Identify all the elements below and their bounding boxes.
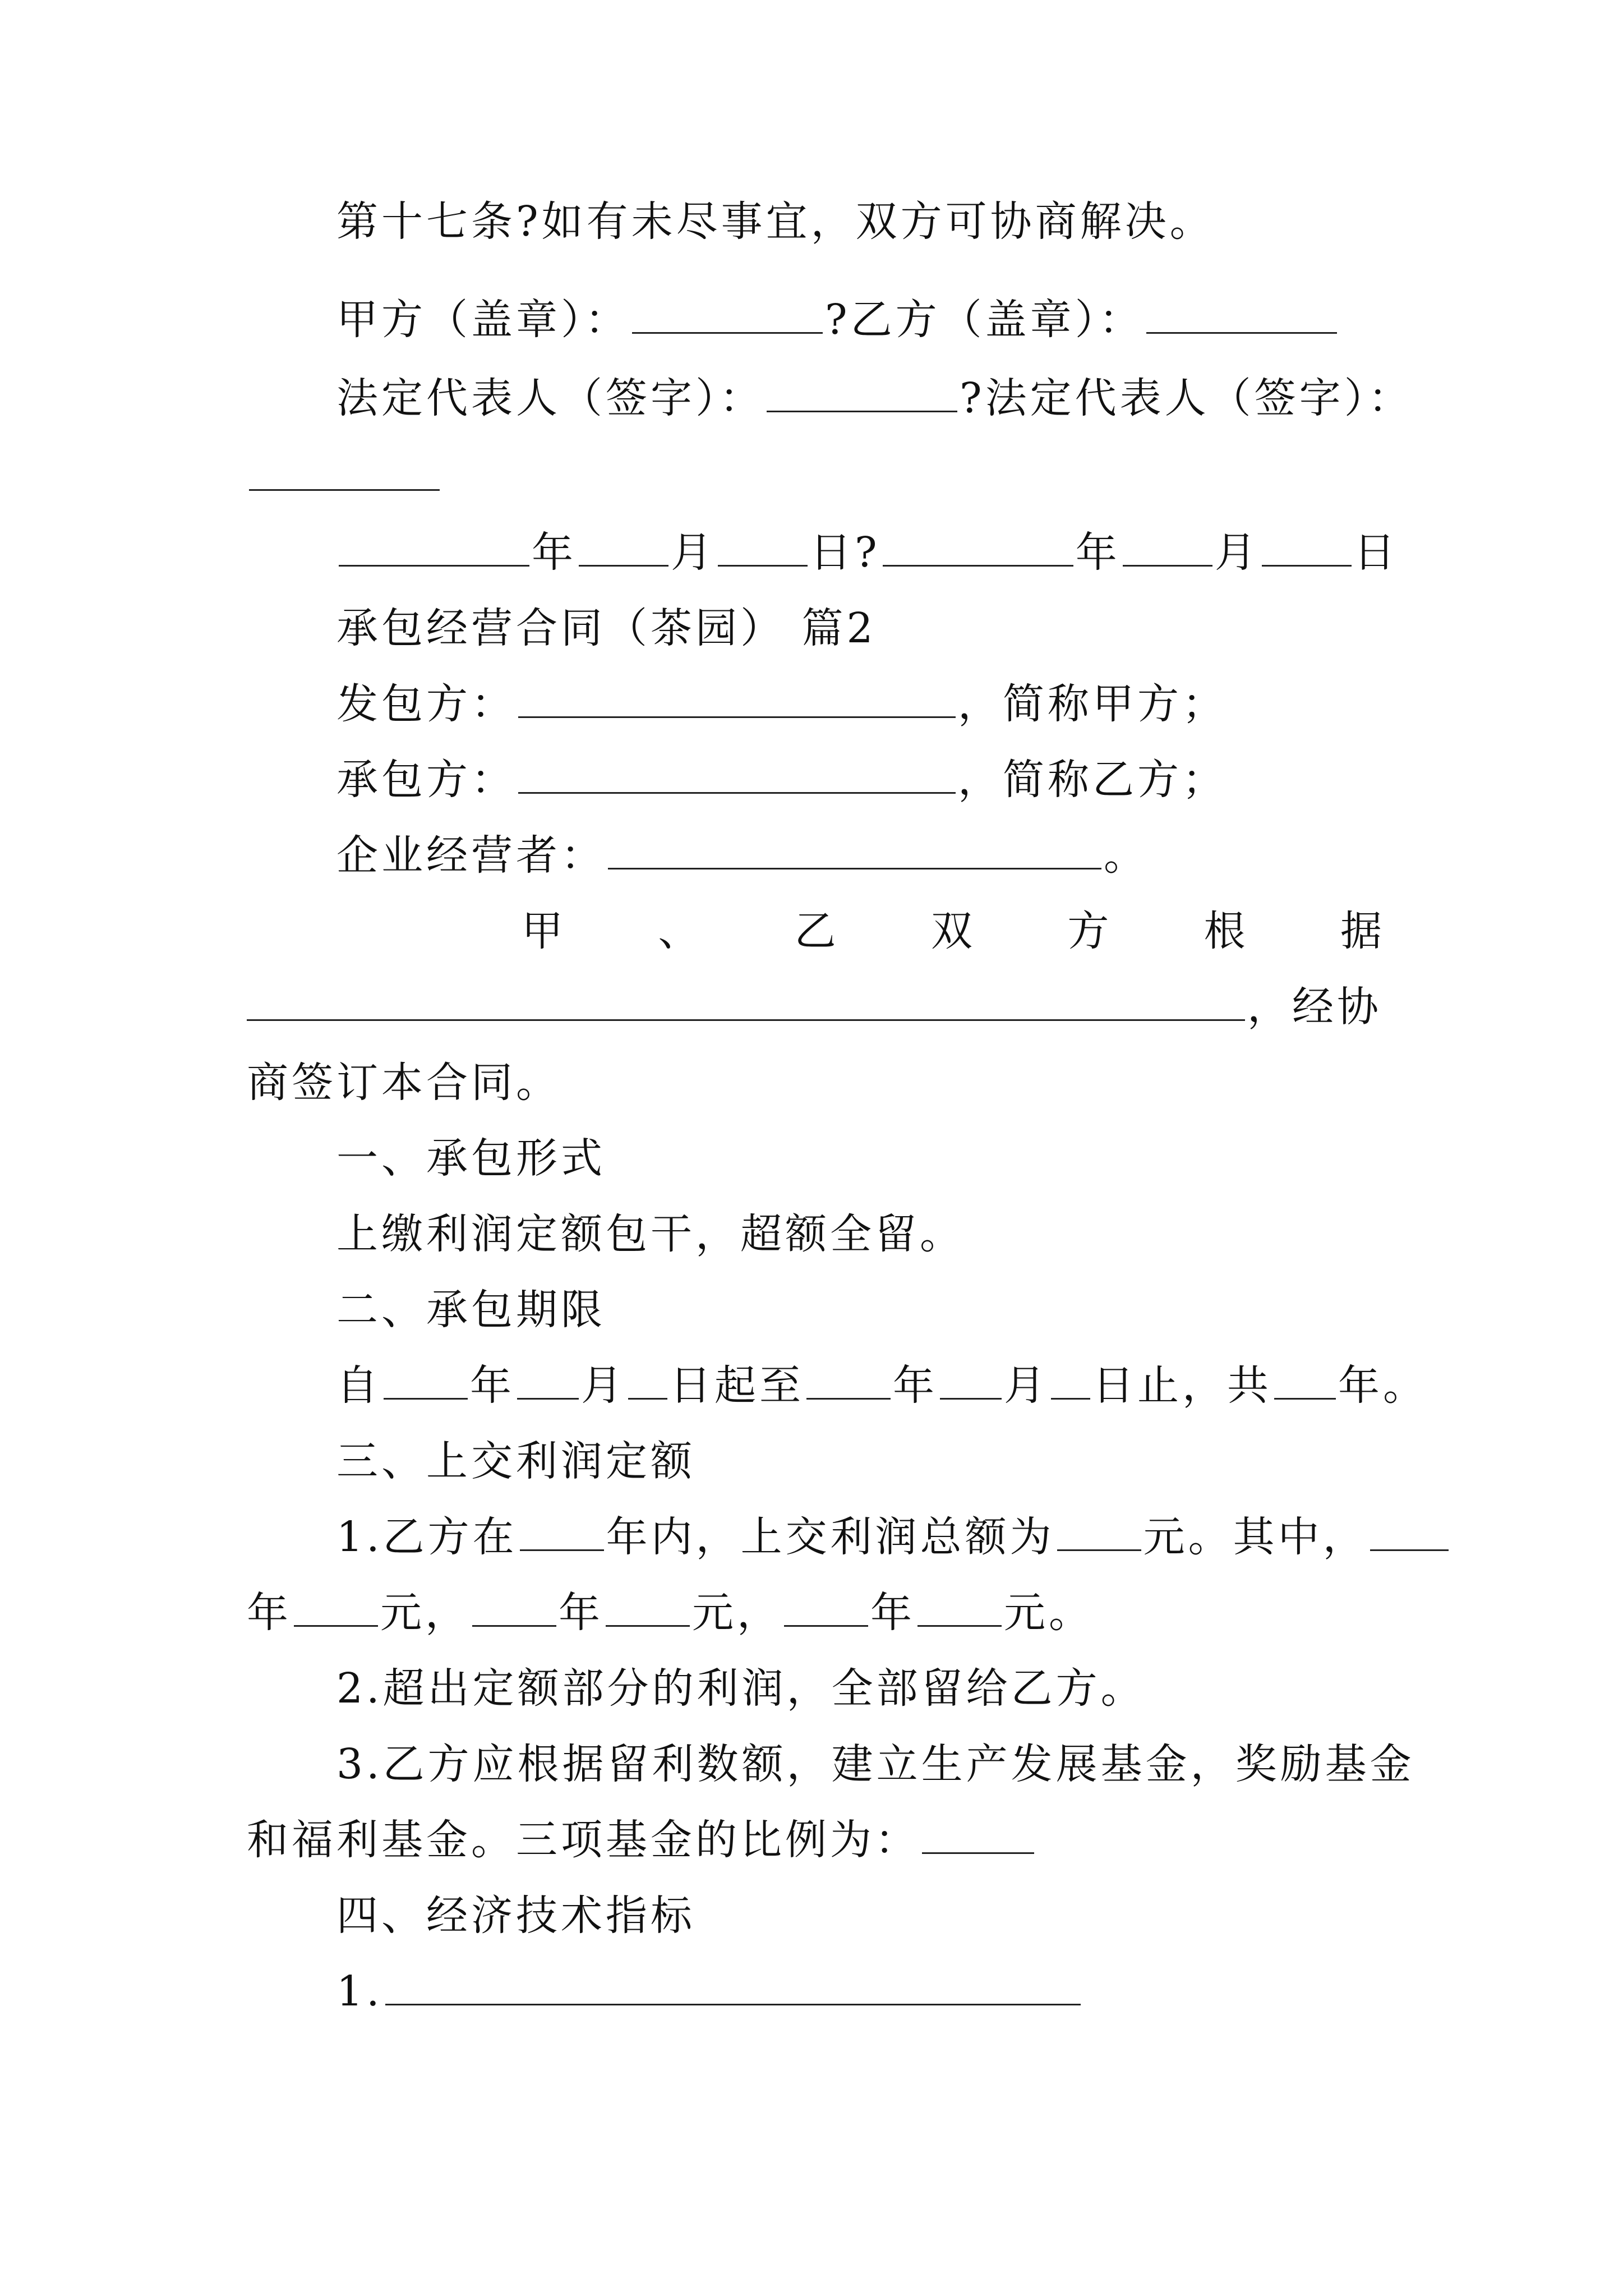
- fund-ratio-blank: [922, 1818, 1034, 1854]
- contractor-line: 承包方： ，简称乙方；: [336, 756, 1227, 804]
- item-3-2: 2.超出定额部分的利润，全部留给乙方。: [336, 1664, 1146, 1713]
- section-2-heading: 二、承包期限: [336, 1286, 606, 1334]
- date-a-day-blank: [718, 530, 808, 567]
- issuer-blank: [518, 682, 956, 718]
- profit-year-3-blank: [784, 1590, 868, 1627]
- term-total-years-blank: [1274, 1363, 1336, 1400]
- party-b-seal-blank: [1146, 297, 1337, 334]
- basis-blank: [247, 984, 1245, 1021]
- legal-rep-continuation: [247, 449, 442, 505]
- term-end-day-blank: [1051, 1363, 1090, 1400]
- date-a-year-blank: [339, 530, 529, 567]
- party-a-seal-blank: [632, 297, 823, 334]
- section-3-heading: 三、上交利润定额: [336, 1437, 695, 1485]
- section-4-heading: 四、经济技术指标: [336, 1892, 695, 1940]
- term-start-day-blank: [628, 1363, 667, 1400]
- operator-line: 企业经营者： 。: [336, 831, 1149, 880]
- date-a-month-blank: [579, 530, 668, 567]
- profit-year-1-blank: [1370, 1515, 1449, 1551]
- profit-year-2-blank: [472, 1590, 556, 1627]
- contract-title: 承包经营合同（茶园） 篇2: [336, 604, 877, 652]
- legal-rep-line: 法定代表人（签字）： ?法定代表人（签字）：: [336, 374, 1413, 422]
- basis-line-3: 商签订本合同。: [247, 1059, 561, 1107]
- basis-line-2: ，经协: [247, 979, 1382, 1035]
- total-profit-blank: [1057, 1515, 1141, 1551]
- term-end-year-blank: [806, 1363, 891, 1400]
- term-start-year-blank: [384, 1363, 468, 1400]
- item-3-3-cont: 和福利基金。三项基金的比例为：: [247, 1812, 1036, 1868]
- date-b-year-blank: [883, 530, 1073, 567]
- contractor-blank: [518, 757, 956, 794]
- issuer-line: 发包方： ，简称甲方；: [336, 680, 1227, 728]
- date-b-month-blank: [1123, 530, 1212, 567]
- profit-amount-2-blank: [606, 1590, 690, 1627]
- years-blank: [520, 1515, 604, 1551]
- term-start-month-blank: [517, 1363, 579, 1400]
- basis-line: 甲 、 乙 双 方 根 据: [522, 907, 1385, 955]
- item-3-3: 3.乙方应根据留利数额，建立生产发展基金，奖励基金: [336, 1740, 1415, 1788]
- profit-amount-1-blank: [294, 1590, 378, 1627]
- seal-line: 甲方（盖章）： ?乙方（盖章）：: [336, 292, 1339, 348]
- term-line: 自 年 月 日起至 年 月 日止，共 年。: [336, 1361, 1428, 1410]
- section-1-heading: 一、承包形式: [336, 1134, 606, 1182]
- operator-blank: [608, 833, 1101, 869]
- legal-rep-a-blank: [767, 376, 957, 412]
- item-3-1: 1.乙方在 年内，上交利润总额为 元。其中，: [336, 1509, 1451, 1565]
- article-17: 第十七条?如有未尽事宜，双方可协商解决。: [336, 197, 1215, 246]
- section-1-text: 上缴利润定额包干，超额全留。: [336, 1210, 965, 1258]
- item-4-1: 1.: [336, 1963, 1083, 2019]
- legal-rep-b-blank: [249, 454, 440, 491]
- profit-amount-3-blank: [917, 1590, 1002, 1627]
- term-end-month-blank: [940, 1363, 1002, 1400]
- date-line: 年 月 日? 年 月 日: [336, 524, 1399, 581]
- indicator-1-blank: [385, 1969, 1081, 2005]
- date-b-day-blank: [1262, 530, 1352, 567]
- item-3-1-cont: 年 元， 年 元， 年 元。: [247, 1589, 1094, 1637]
